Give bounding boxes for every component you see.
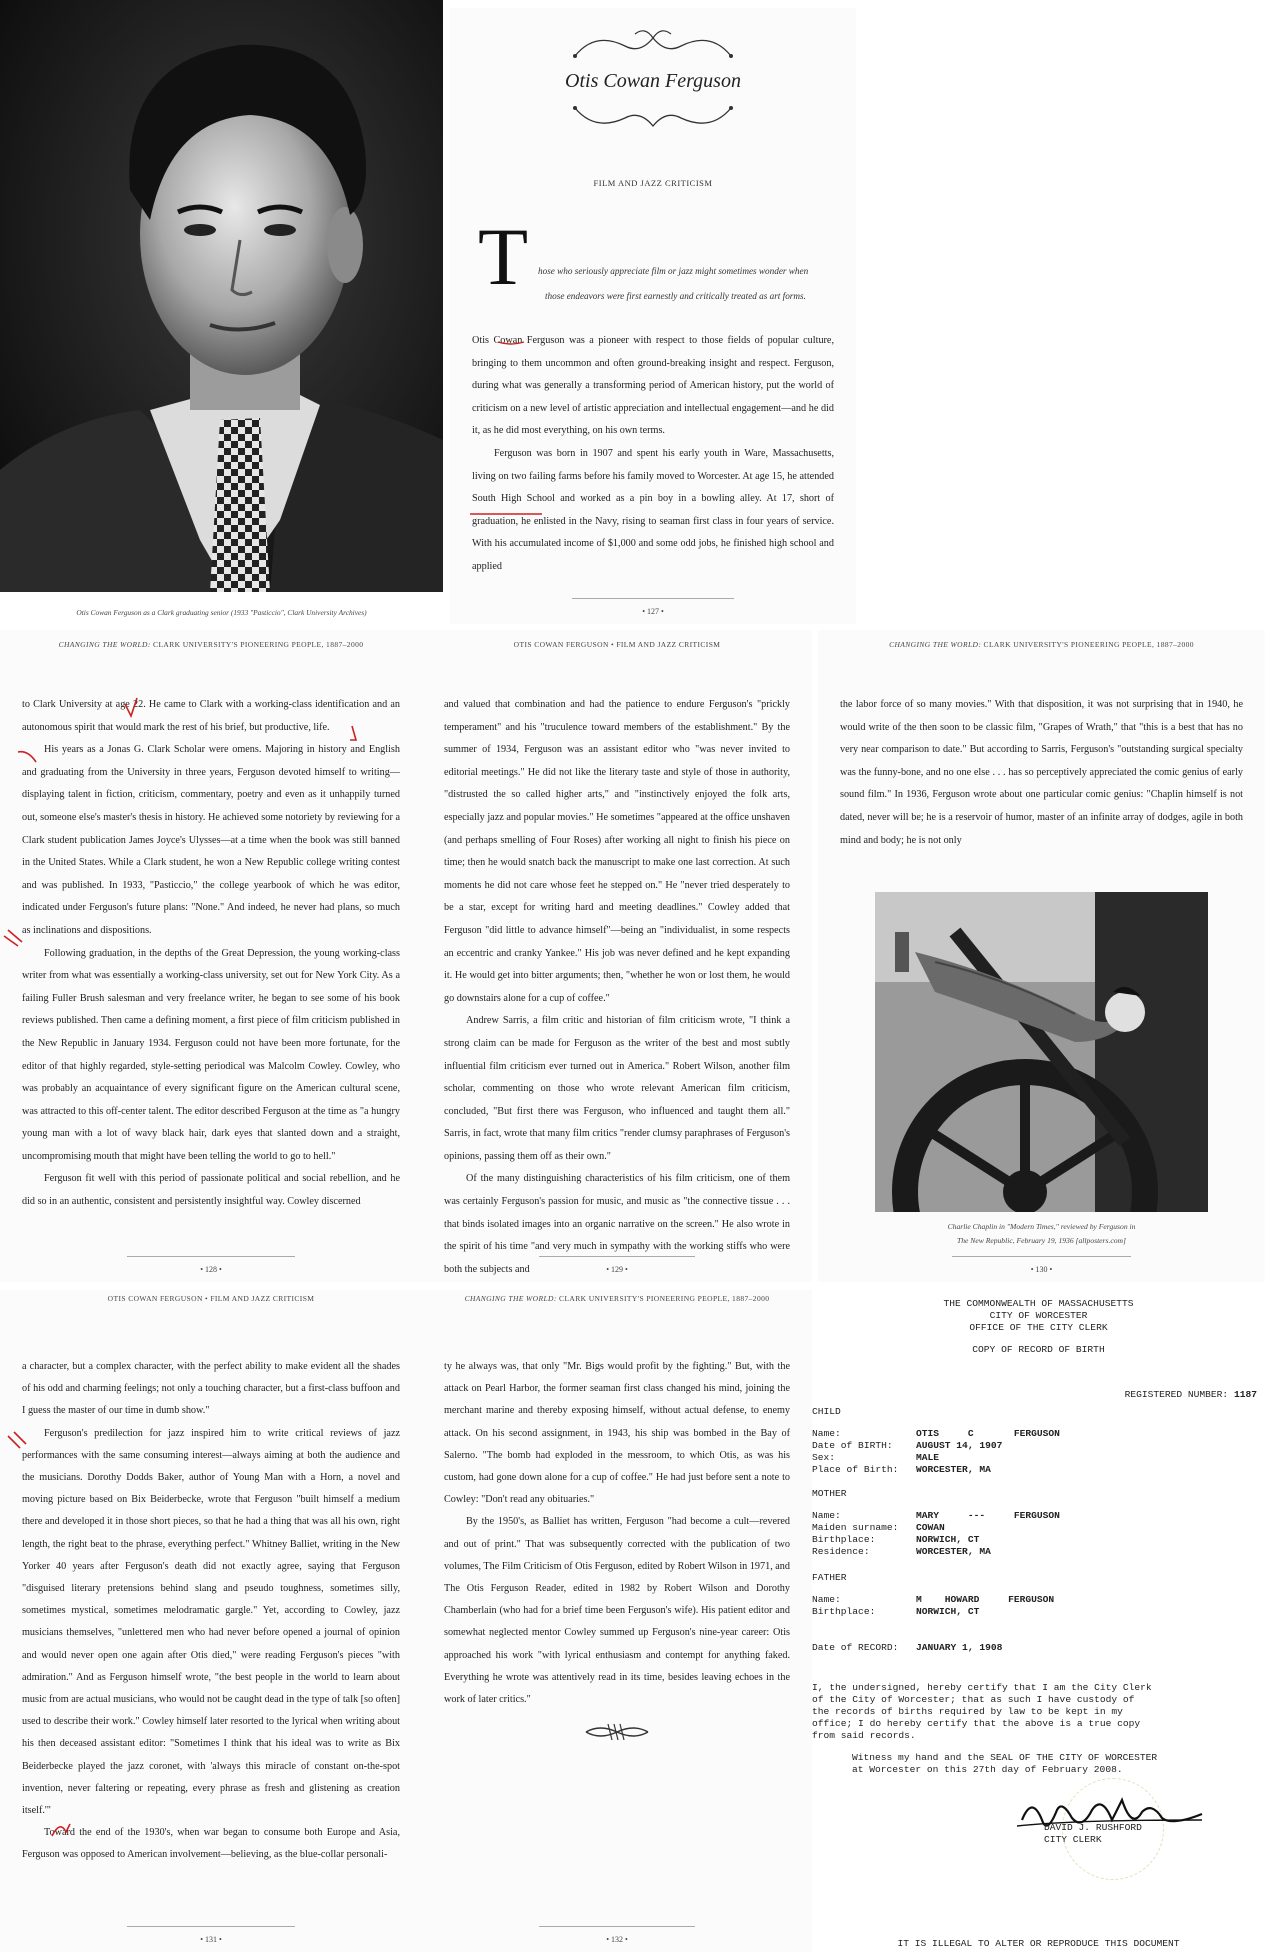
film-still-illustration (875, 892, 1208, 1212)
ornament-flourish-bottom (565, 100, 741, 136)
father-birthplace: NORWICH, CT (916, 1606, 980, 1617)
page-number: • 130 • (1030, 1265, 1053, 1274)
witness-text: at Worcester on this 27th day of February 2008. (852, 1764, 1123, 1775)
bottom-rule (952, 1256, 1131, 1257)
page-127 (450, 8, 856, 624)
label: Birthplace: (812, 1534, 876, 1545)
paragraph: Ferguson's predilection for jazz inspired him to write critical reviews of jazz performances with the same consuming interest—always aiming at both the audience and the musicians. Dorothy Dodds Baker, author of Young Man with a Horn, a novel and moving picture based on Bix Beiderbecke, wrote that Ferguson "built himself a medium there and developed it in those short pieces, so that he had a thing that was all his own, right length, the right beat to the phrase, everything perfect." Whitney Balliet, writing in the New Yorker 40 years after Ferguson's death did not exactly agree, saying that Ferguson "disguised literary pretensions behind slang and pseudo toughness, sometimes silly, sometimes mystical, sometimes melodramatic gargle." Yet, according to Cowley, jazz musicians themselves, "unlettered men who had never before opened a journal of opinion and would never open one again after Otis died," were reading Ferguson's pieces "with admiration." And as Ferguson himself wrote, "the best people in the world to learn about music from are actual musicians, who would not be caught dead in the type of talk [so often] used to describe their work." Cowley himself later resorted to the lyrical when writing about his then deceased assistant editor: "Sometimes I think that his ideal was to write as Bix Beiderbecke played the jazz coronet, with 'always this miracle of constant on-the-spot invention, never faltering or repeating, every phrase as fresh and glistening as creation itself.'" (22, 1427, 400, 1817)
page-number: • 128 • (200, 1265, 222, 1274)
page-132-body (444, 1356, 790, 1711)
paragraph: By the 1950's, as Balliet has written, Ferguson "had become a cult—revered and out of print." That was subsequently corrected with the publication of two volumes, The Film Criticism of Otis Ferguson, edited by Robert Wilson in 1971, and The Otis Ferguson Reader, edited in 1982 by Robert Wilson and Dorothy Chamberlain (who had for a brief time been Ferguson's wife). His patient editor and somewhat neglected mentor Cowley summed up Ferguson's nine-year career: Otis approached his work "with lyrical enthusiasm and contempt for anything faked. Everything he wrote was attentively read in its time, besides leaving echoes in the work of later critics." (444, 1516, 790, 1706)
registered-number: REGISTERED NUMBER: 1187 (1124, 1389, 1257, 1400)
intro-line-2: those endeavors were first earnestly and critically treated as art forms. (545, 291, 806, 301)
portrait-illustration (0, 0, 443, 592)
page-131 (0, 1290, 422, 1952)
signer-name: DAVID J. RUSHFORD (1044, 1822, 1142, 1833)
witness-text: Witness my hand and the SEAL OF THE CITY OF WORCESTER (852, 1752, 1158, 1763)
bottom-rule (127, 1256, 296, 1257)
section-mother: MOTHER (812, 1488, 847, 1499)
chaplin-photo (875, 892, 1208, 1212)
section-end-ornament (582, 1720, 652, 1744)
mother-name: MARY --- FERGUSON (916, 1510, 1060, 1521)
label: Place of Birth: (812, 1464, 899, 1475)
paragraph: His years as a Jonas G. Clark Scholar were omens. Majoring in history and English and graduating from the University in three years, Ferguson devoted himself to writing—displaying talent in fiction, criticism, commentary, poetry and even as it unhappily turned out, someone else's master's thesis in history. He achieved some notoriety by reviewing for a Clark student publication James Joyce's Ulysses—at a time when the book was still banned in the United States. While a Clark student, he won a New Republic college writing contest and was published. In 1933, "Pasticcio," the college yearbook of which he was editor, indicated under Ferguson's future plans: "None." And indeed, he never had plans, so much as inclinations and dispositions. (22, 744, 400, 936)
handwritten-proof-marks (0, 1430, 422, 1890)
bottom-rule (127, 1926, 296, 1927)
child-name: OTIS C FERGUSON (916, 1428, 1060, 1439)
paragraph: Ferguson fit well with this period of passionate political and social rebellion, and he did so in an authentic, consistent and persistently insightful way. Cowley discerned (22, 1173, 400, 1208)
bottom-rule (572, 598, 734, 599)
page-132 (422, 1290, 812, 1952)
paragraph: Following graduation, in the depths of the Great Depression, the young working-class writer from what was essentially a working-class university, set out for New York City. As a failing Fuller Brush salesman and very freelance writer, he began to see some of his book reviews published. Then came a defining moment, a first piece of film criticism published in the New Republic in January 1934. Ferguson could not have been more fortunate, for the editor of that highly regarded, style-setting periodical was Malcolm Cowley. Cowley, who was probably an acquaintance of every significant figure on the American cultural scene, was attracted to this off-center talent. The editor described Ferguson at the time as "a hungry young man with a lot of wavy black hair, dark eyes that slanted down and a straight, uncompromising mouth that might have been telling the world to go to hell." (22, 947, 400, 1162)
cert-header-4: COPY OF RECORD OF BIRTH (972, 1344, 1105, 1355)
label: Date of BIRTH: (812, 1440, 893, 1451)
photo-caption-line-2: The New Republic, February 19, 1936 [allposters.com] (957, 1236, 1126, 1245)
section-father: FATHER (812, 1572, 847, 1583)
portrait-photo (0, 0, 443, 592)
label: Birthplace: (812, 1606, 876, 1617)
child-sex: MALE (916, 1452, 940, 1463)
mother-birthplace: NORWICH, CT (916, 1534, 980, 1545)
drop-cap: T (478, 211, 529, 302)
ornament-flourish-top (565, 26, 741, 66)
page-number: • 127 • (642, 607, 664, 616)
page-129 (422, 630, 812, 1282)
child-dob: AUGUST 14, 1907 (916, 1440, 1003, 1451)
page-128 (0, 630, 422, 1282)
birth-certificate (812, 1290, 1265, 1952)
paragraph: Ferguson was born in 1907 and spent his early youth in Ware, Massachusetts, living on two failing farms before his family moved to Worcester. At age 15, he attended South High School and worked as a pin boy in a bowling alley. At 17, short of graduation, he enlisted in the Navy, rising to seaman first class in four years of service. With his accumulated income of $1,000 and some odd jobs, he finished high school and applied (472, 447, 834, 572)
cert-header-1: THE COMMONWEALTH OF MASSACHUSETTS (943, 1298, 1134, 1309)
handwritten-proof-marks (0, 690, 422, 970)
paragraph: Of the many distinguishing characteristics of his film criticism, one of them was certainly Ferguson's passion for music, and music as "the connective tissue . . . that binds isolated images into an organic narrative on the screen." He also wrote in the spirit of his time "and very much in sympathy with the working stiffs who were both the subjects and (444, 1173, 790, 1275)
cert-footer: IT IS ILLEGAL TO ALTER OR REPRODUCE THIS DOCUMENT (897, 1938, 1180, 1949)
label: Date of RECORD: (812, 1642, 899, 1653)
certification-text: the records of births required by law to be kept in my (812, 1706, 1123, 1717)
child-pob: WORCESTER, MA (916, 1464, 991, 1475)
photo-caption: Otis Cowan Ferguson as a Clark graduating senior (1933 "Pasticcio", Clark University Archives) (76, 608, 367, 617)
page-130-body (840, 694, 1243, 852)
mother-maiden: COWAN (916, 1522, 945, 1533)
father-name: M HOWARD FERGUSON (916, 1594, 1055, 1605)
intro-line-1: hose who seriously appreciate film or jazz might sometimes wonder when (538, 266, 809, 276)
record-date: JANUARY 1, 1908 (916, 1642, 1003, 1653)
handwritten-underline-marks (470, 340, 550, 540)
label: Name: (812, 1428, 841, 1439)
bottom-rule (539, 1256, 695, 1257)
label: Residence: (812, 1546, 870, 1557)
certification-text: of the City of Worcester; that as such I have custody of (812, 1694, 1135, 1705)
paragraph: and valued that combination and had the patience to endure Ferguson's "prickly temperament" and his "truculence toward members of the establishment." By the summer of 1934, Ferguson was an assistant editor who "was never invited to editorial meetings." He did not like the literary taste and style of those in authority, "distrusted the so called higher arts," and "instinctively enjoyed the folk arts, especially jazz and popular movies." He sometimes "appeared at the office unshaven (and perhaps smelling of Four Roses) after working all night to finish his piece on time; then he would snatch back the manuscript to make one last correction. At such moments he did not care whose feet he stepped on." He "never tried desperately to be a star, except for writing hard and meeting deadlines." Cowley added that Ferguson "did little to advance himself"—being an "individualist, in some respects an eccentric and cranky Yankee." His job was never defined and he kept expanding it. He would get into bitter arguments; then, "whether he won or lost them, he would go downstairs alone for a cup of coffee." (444, 699, 790, 1004)
section-child: CHILD (812, 1406, 841, 1417)
chapter-title: Otis Cowan Ferguson (565, 70, 741, 92)
paragraph: the labor force of so many movies." With that disposition, it was not surprising that in 1940, he would write of the then soon to be classic film, "Grapes of Wrath," that "this is a best that has no very near comparison to date." But according to Sarris, Ferguson's "outstanding surgical specialty was the funny-bone, and no one else . . . has so perceptively appreciated the comic genius of early sound film." In 1936, Ferguson wrote about one particular comic genius: "Chaplin himself is not dated, never will be; he is a reservoir of humor, master of an infinite array of dodges, agile in both mind and body; he is not only (840, 699, 1243, 846)
page-129-body (444, 694, 790, 1281)
photo-page (0, 0, 443, 640)
mother-residence: WORCESTER, MA (916, 1546, 991, 1557)
label: Maiden surname: (812, 1522, 899, 1533)
paragraph: a character, but a complex character, with the perfect ability to make evident all the shades of his odd and charming feelings; not only a touching character, but a first-class buffoon and I guess the master of our time in dumb show." (22, 1361, 400, 1417)
running-header: OTIS COWAN FERGUSON • FILM AND JAZZ CRITICISM (107, 1294, 315, 1303)
running-header: OTIS COWAN FERGUSON • FILM AND JAZZ CRITICISM (513, 640, 721, 649)
paragraph: ty he always was, that only "Mr. Bigs would profit by the fighting." But, with the attack on Pearl Harbor, the former seaman first class changed his mind, joining the merchant marine and thereby exposing himself, without actual defense, to enemy attack. On his second assignment, in 1943, his ship was bombed in the Bay of Salerno. "The bomb had exploded in the messroom, to which Otis, as was his custom, had gone down alone for a cup of coffee." He had just before sent a note to Cowley: "Don't read any obituaries." (444, 1361, 790, 1506)
paragraph: Andrew Sarris, a film critic and historian of film criticism wrote, "I think a strong claim can be made for Ferguson as the writer of the best and most subtly influential film criticism ever turned out in America." Robert Wilson, another film scholar, commenting on those who wrote relevant American film criticism, concluded, "But first there was Ferguson, who influenced and taught them all." Sarris, in fact, wrote that many film critics "render clumsy paraphrases of Ferguson's opinions, passing them off as their own." (444, 1015, 790, 1162)
label: Name: (812, 1594, 841, 1605)
paragraph: Toward the end of the 1930's, when war began to consume both Europe and Asia, Ferguson was opposed to American involvement—believing, as the blue-collar personali- (22, 1827, 400, 1861)
paragraph: Otis Cowan Ferguson was a pioneer with respect to those fields of popular culture, bringing to them uncommon and often ground-breaking insight and respect. Ferguson, during what was generally a transforming period of American history, put the world of criticism on a new level of artistic appreciation and intellectual engagement—and he did it, as he did most everything, on his own terms. (472, 335, 834, 437)
paragraph: to Clark University at age 22. He came to Clark with a working-class identification and an autonomous spirit that would mark the rest of his brief, but productive, life. (22, 699, 400, 733)
certification-text: I, the undersigned, hereby certify that I am the City Clerk (812, 1682, 1152, 1693)
chapter-subtitle: FILM AND JAZZ CRITICISM (593, 178, 713, 188)
signer-title: CITY CLERK (1044, 1834, 1102, 1845)
label: Sex: (812, 1452, 836, 1463)
cert-header-2: CITY OF WORCESTER (989, 1310, 1088, 1321)
page-130 (818, 630, 1265, 1282)
running-header: CHANGING THE WORLD: CLARK UNIVERSITY'S PIONEERING PEOPLE, 1887–2000 (464, 1294, 770, 1303)
page-number: • 132 • (606, 1935, 628, 1944)
certification-text: office; I do hereby certify that the above is a true copy (812, 1718, 1141, 1729)
photo-caption-line-1: Charlie Chaplin in "Modern Times," reviewed by Ferguson in (947, 1222, 1136, 1231)
page-number: • 131 • (200, 1935, 222, 1944)
cert-header-3: OFFICE OF THE CITY CLERK (969, 1322, 1108, 1333)
bottom-rule (539, 1926, 695, 1927)
certification-text: from said records. (812, 1730, 916, 1741)
running-header: CHANGING THE WORLD: CLARK UNIVERSITY'S PIONEERING PEOPLE, 1887–2000 (58, 640, 364, 649)
running-header: CHANGING THE WORLD: CLARK UNIVERSITY'S PIONEERING PEOPLE, 1887–2000 (889, 640, 1194, 649)
page-number: • 129 • (606, 1265, 628, 1274)
label: Name: (812, 1510, 841, 1521)
